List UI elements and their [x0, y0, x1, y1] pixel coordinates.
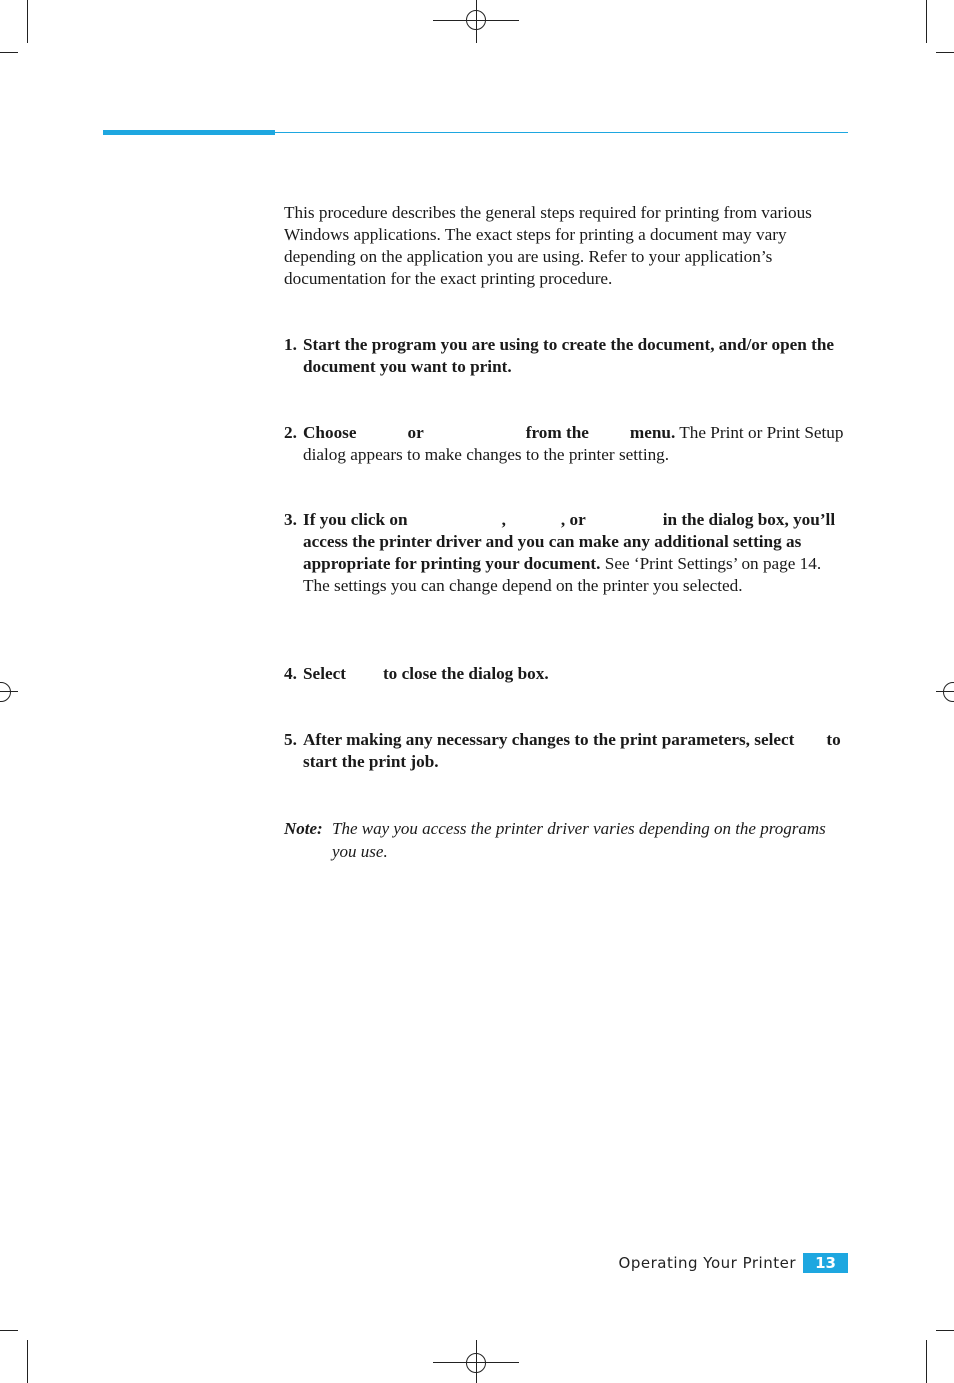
step-number: 2. [284, 423, 297, 442]
note [284, 817, 844, 863]
step-2 [284, 422, 844, 466]
step-instruction-part: If you click on [303, 510, 408, 529]
step-instruction-part: or [407, 423, 424, 442]
step-instruction-part: in the dialog box, you’ll access the printer driver and you can make any additional setting as appropriate for printing your document. [303, 510, 836, 573]
step-number: 3. [284, 510, 297, 529]
step-3 [284, 509, 844, 597]
step-instruction-part: Select [303, 664, 346, 683]
note-label: Note: [284, 819, 323, 838]
step-number: 4. [284, 664, 297, 683]
intro-paragraph: This procedure describes the general steps required for printing from various Windows applications. The exact steps for printing a document may vary depending on the application you are using. Refer to your application’s documentation for the exact printing procedure. [284, 203, 812, 288]
step-description: The Print or Print Setup dialog appears to make changes to the printer setting. [303, 423, 844, 464]
step-description: See ‘Print Settings’ on page 14. The settings you can change depend on the printer you selected. [303, 554, 822, 595]
note-text: The way you access the printer driver varies depending on the programs you use. [332, 819, 826, 861]
step-1 [284, 334, 844, 378]
step-instruction-part: Choose [303, 423, 357, 442]
step-instruction-part: to close the dialog box. [382, 664, 549, 683]
step-number: 5. [284, 730, 297, 749]
page-number: 13 [803, 1253, 848, 1273]
step-number: 1. [284, 335, 297, 354]
step-instruction-part: from the [525, 423, 589, 442]
step-4 [284, 663, 844, 685]
step-instruction: Start the program you are using to create the document, and/or open the document you want to print. [303, 335, 835, 376]
step-instruction-part: to start the print job. [303, 730, 841, 771]
step-5 [284, 729, 844, 773]
footer-section-title: Operating Your Printer [618, 1254, 796, 1272]
header-rule-thick [103, 130, 275, 135]
step-instruction-part: , [501, 510, 506, 529]
step-instruction-part: menu. [629, 423, 676, 442]
step-instruction-part: After making any necessary changes to the print parameters, select [303, 730, 795, 749]
step-instruction-part: , or [560, 510, 586, 529]
header-rule-thin [275, 132, 848, 133]
